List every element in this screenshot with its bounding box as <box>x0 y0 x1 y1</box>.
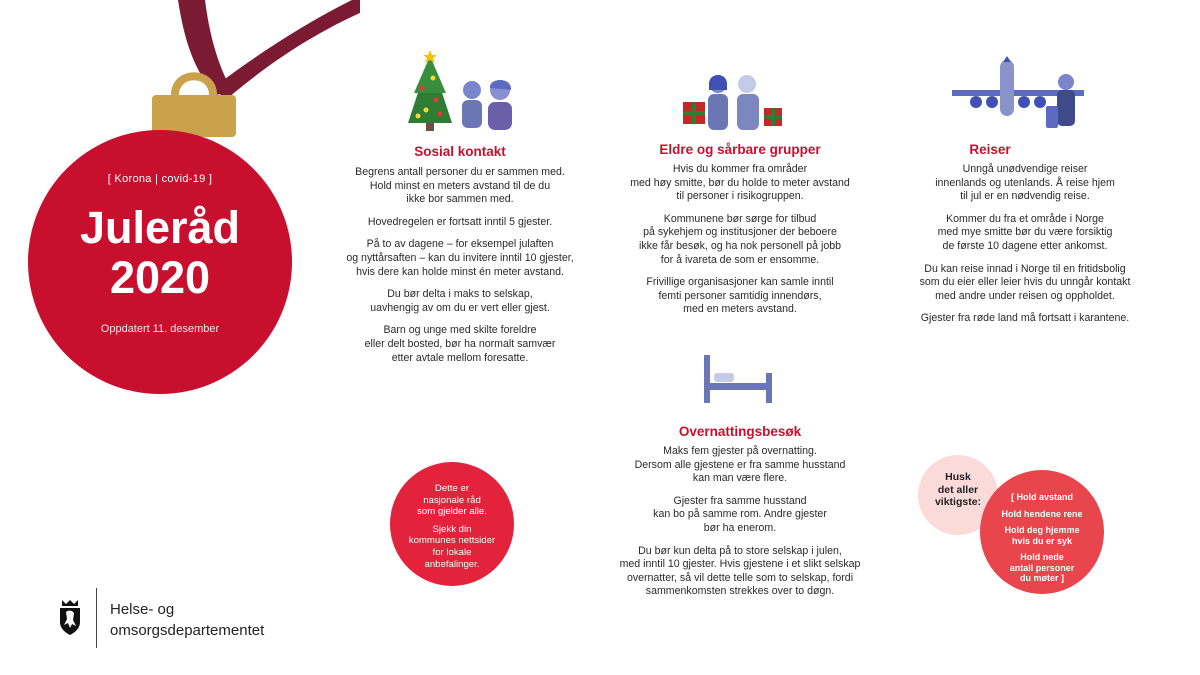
national-advice-paragraph: Dette er nasjonale råd som gjelder alle. <box>417 483 487 518</box>
section-body-sosial <box>320 166 600 374</box>
remember-item: [ Hold avstand <box>1010 492 1073 502</box>
remember-item: Hold deg hjemme hvis du er syk <box>1004 525 1080 546</box>
overnatting-paragraph: Maks fem gjester på overnatting. Dersom alle gjestene er fra samme husstand kan man være flere. <box>634 445 846 485</box>
ribbon-strip <box>210 0 360 98</box>
remember-list <box>980 492 1104 584</box>
overnatting-paragraph: Gjester fra samme husstand kan bo på samme rom. Andre gjester bør ha enerom. <box>653 494 827 534</box>
remember-label: Husk det aller viktigste: <box>934 471 982 508</box>
sosial-paragraph: Begrens antall personer du er sammen med. Hold minst en meters avstand til de du ikke bor sammen med. <box>355 166 565 206</box>
section-title-sosial: Sosial kontakt <box>414 144 506 159</box>
elderly-people-gifts-icon <box>680 70 790 132</box>
logo-divider <box>96 588 97 648</box>
ministry-name-line2: omsorgsdepartementet <box>110 622 265 639</box>
section-title-reiser: Reiser <box>969 142 1011 157</box>
section-title-overnatting: Overnattingsbesøk <box>678 424 802 439</box>
overnatting-paragraph: Du bør kun delta på to store selskap i julen, med inntil 10 gjester. Hvis gjestene i et slikt selskap overnatter, så vil dette telle som to selskap, fordi sammenkomsten strekkes over to døgn. <box>619 544 861 598</box>
ornament-graphic <box>0 0 360 400</box>
coat-of-arms-lion-icon <box>54 598 86 636</box>
section-body-overnatting <box>580 445 900 608</box>
eldre-paragraph: Hvis du kommer fra områder med høy smitte, bør du holde to meter avstand til personer i risikogruppen. <box>630 163 850 203</box>
ornament-title: Juleråd 2020 <box>79 202 241 303</box>
national-advice-bubble <box>390 462 514 586</box>
reiser-paragraph: Du kan reise innad i Norge til en fritidsbolig som du eier eller leier hvis du unngår kontakt med andre under reisen og oppholdet. <box>919 262 1131 302</box>
ministry-name-line1: Helse- og <box>110 601 175 618</box>
eldre-paragraph: Kommunene bør sørge for tilbud på sykehjem og institusjoner der beboere ikke får besøk, og ha nok personell på jobb for å ivareta de som er ensomme. <box>639 212 841 266</box>
remember-item: Hold hendene rene <box>1001 508 1083 519</box>
national-advice-text <box>390 483 514 576</box>
reiser-paragraph: Kommer du fra et område i Norge med mye smitte bør du være forsiktig de første 10 dagene etter ankomst. <box>937 212 1113 252</box>
reiser-paragraph: Unngå unødvendige reiser innenlands og utenlands. Å reise hjem til jul er en nødvendig reise. <box>935 163 1115 203</box>
remember-list-circle <box>980 470 1104 594</box>
ministry-name <box>110 599 264 641</box>
remember-item: Hold nede antall personer du møter ] <box>1009 552 1075 583</box>
ornament-tag: [ Korona | covid-19 ] <box>107 173 213 185</box>
christmas-tree-children-icon <box>400 48 525 133</box>
sosial-paragraph: Hovedregelen er fortsatt inntil 5 gjester. <box>367 215 553 228</box>
sosial-paragraph: På to av dagene – for eksempel julaften og nyttårsaften – kan du invitere inntil 10 gjester, hvis dere kan holde minst én meter avstand. <box>346 238 574 278</box>
bed-icon <box>702 355 774 405</box>
eldre-paragraph: Frivillige organisasjoner kan samle inntil femti personer samtidig innendørs, med en meters avstand. <box>646 276 834 316</box>
sosial-paragraph: Du bør delta i maks to selskap, uavhengig av om du er vert eller gjest. <box>370 288 550 314</box>
airplane-traveler-icon <box>948 52 1088 132</box>
reiser-paragraph: Gjester fra røde land må fortsatt i karantene. <box>920 312 1130 325</box>
section-body-eldre <box>595 163 885 326</box>
ornament-updated: Oppdatert 11. desember <box>100 323 220 335</box>
sosial-paragraph: Barn og unge med skilte foreldre eller delt bosted, bør ha normalt samvær etter avtale mellom foresatte. <box>364 324 556 364</box>
section-title-eldre: Eldre og sårbare grupper <box>659 142 821 157</box>
national-advice-paragraph: Sjekk din kommunes nettsider for lokale anbefalinger. <box>408 523 496 570</box>
section-body-reiser <box>880 163 1170 335</box>
